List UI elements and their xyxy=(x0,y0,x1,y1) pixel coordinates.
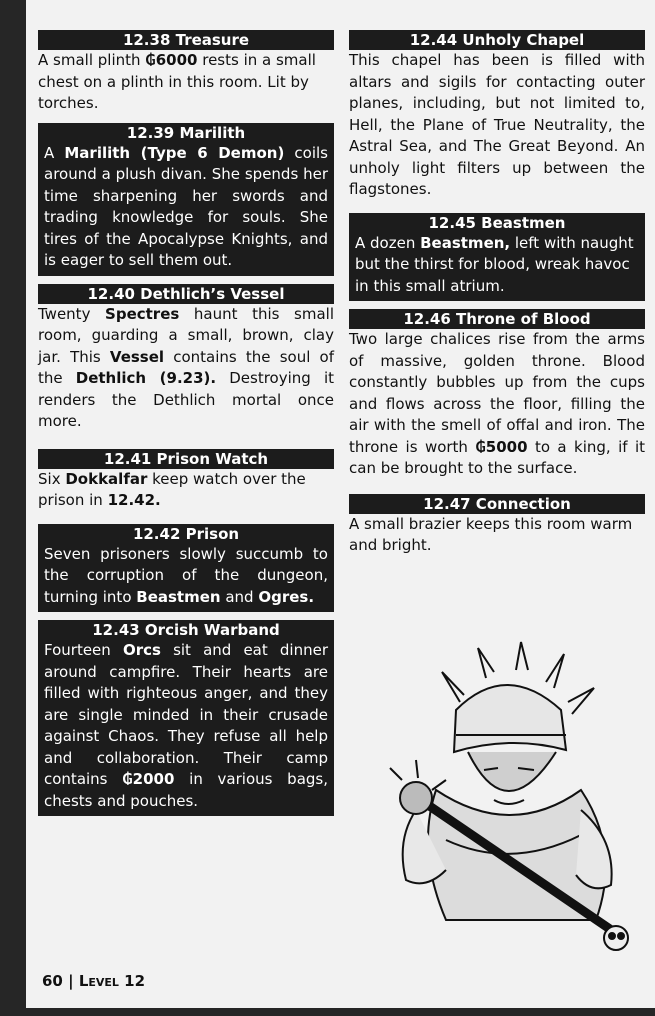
section-body: Seven prisoners slowly succumb to the corruption of the dungeon, turning into Beastmen and Ogres. xyxy=(44,544,328,606)
section-heading: 12.43 Orcish Warband xyxy=(38,620,334,640)
left-column xyxy=(38,30,334,824)
section-heading: 12.44 Unholy Chapel xyxy=(349,30,645,50)
section-body: Twenty Spectres haunt this small room, guarding a small, brown, clay jar. This Vessel contains the soul of the Dethlich (9.23). Destroying it renders the Dethlich mortal once more. xyxy=(38,304,334,430)
right-column xyxy=(349,30,645,565)
section-12-38 xyxy=(38,30,334,115)
section-12-47 xyxy=(349,494,645,557)
section-heading: 12.38 Treasure xyxy=(38,30,334,50)
section-body: This chapel has been is filled with altars and sigils for contacting outer planes, including, but not limited to, Hell, the Plane of True Neutrality, the Astral Sea, and The Great Beyond. An unholy light filters up between the flagstones. xyxy=(349,51,645,198)
section-12-43 xyxy=(38,620,334,816)
page-number: 60 xyxy=(42,972,63,990)
section-12-45 xyxy=(349,213,645,302)
section-body: Six Dokkalfar keep watch over the prison in 12.42. xyxy=(38,469,306,509)
page xyxy=(26,0,655,1008)
section-body: A dozen Beastmen, left with naught but the thirst for blood, wreak havoc in this small atrium. xyxy=(355,233,634,295)
section-body: A small brazier keeps this room warm and bright. xyxy=(349,514,633,554)
section-heading: 12.46 Throne of Blood xyxy=(349,309,645,329)
section-12-46 xyxy=(349,309,645,480)
section-12-44 xyxy=(349,30,645,201)
section-12-41 xyxy=(38,449,334,512)
section-heading: 12.45 Beastmen xyxy=(349,213,645,233)
section-heading: 12.47 Connection xyxy=(349,494,645,514)
section-body: A Marilith (Type 6 Demon) coils around a plush divan. She spends her time sharpening her swords and trading knowledge for souls. She tires of the Apocalypse Knights, and is eager to sell them out. xyxy=(44,143,328,269)
section-heading: 12.41 Prison Watch xyxy=(38,449,334,469)
section-heading: 12.42 Prison xyxy=(38,524,334,544)
page-footer xyxy=(42,972,145,990)
section-12-39 xyxy=(38,123,334,276)
section-heading: 12.40 Dethlich’s Vessel xyxy=(38,284,334,304)
footer-chapter: Level 12 xyxy=(78,972,146,990)
section-12-40 xyxy=(38,284,334,433)
section-body: Fourteen Orcs sit and eat dinner around campfire. Their hearts are filled with righteous anger, and they are single minded in their crusade against Chaos. They refuse all help and collaboration. Their camp contains ₲2000 in various bags, chests and pouches. xyxy=(44,641,329,810)
section-body: A small plinth ₲6000 rests in a small chest on a plinth in this room. Lit by torches. xyxy=(38,51,316,112)
footer-separator: | xyxy=(68,972,74,990)
section-heading: 12.39 Marilith xyxy=(38,123,334,143)
warrior-illustration xyxy=(376,640,646,955)
section-12-42 xyxy=(38,524,334,613)
section-body: Two large chalices rise from the arms of massive, golden throne. Blood constantly bubbles up from the cups and flows across the floor, filling the air with the smell of offal and iron. The throne is worth ₲5000 to a king, if it can be brought to the surface. xyxy=(349,330,645,477)
